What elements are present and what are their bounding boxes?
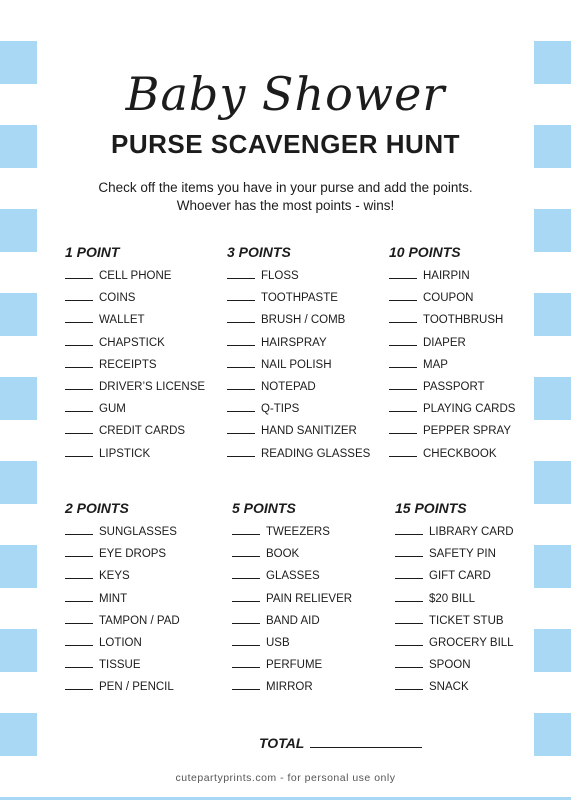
check-blank[interactable] <box>65 632 93 646</box>
section-3-points <box>227 239 387 465</box>
item-label: Q-TIPS <box>261 403 300 416</box>
list-item <box>232 543 392 565</box>
list-item <box>232 654 392 676</box>
item-label: PLAYING CARDS <box>423 403 516 416</box>
game-card <box>37 37 534 763</box>
item-label: GROCERY BILL <box>429 636 514 649</box>
script-title: Baby Shower <box>125 67 446 121</box>
list-item <box>232 610 392 632</box>
list-item <box>395 632 555 654</box>
check-blank[interactable] <box>395 588 423 602</box>
item-label: READING GLASSES <box>261 447 371 460</box>
check-blank[interactable] <box>65 521 93 535</box>
section-15-points <box>395 495 555 699</box>
item-label: GLASSES <box>266 570 320 583</box>
list-item <box>65 676 225 698</box>
item-label: HAIRSPRAY <box>261 336 327 349</box>
check-blank[interactable] <box>232 543 260 557</box>
list-item <box>65 610 225 632</box>
item-label: MAP <box>423 358 448 371</box>
list-item <box>227 443 387 465</box>
item-label: $20 BILL <box>429 592 476 605</box>
check-blank[interactable] <box>227 332 255 346</box>
section-heading: 5 POINTS <box>232 500 296 516</box>
item-label: CHAPSTICK <box>99 336 165 349</box>
item-label: TWEEZERS <box>266 526 330 538</box>
list-item <box>232 521 392 543</box>
list-item <box>389 443 549 465</box>
item-label: DRIVER’S LICENSE <box>99 380 206 393</box>
item-list <box>227 265 387 465</box>
list-item <box>232 632 392 654</box>
check-blank[interactable] <box>389 309 417 323</box>
section-heading: 2 POINTS <box>65 500 129 516</box>
item-label: TAMPON / PAD <box>99 614 180 627</box>
list-item <box>227 420 387 442</box>
check-blank[interactable] <box>227 287 255 301</box>
check-blank[interactable] <box>389 398 417 412</box>
list-item <box>65 632 225 654</box>
list-item <box>65 354 225 376</box>
item-label: MINT <box>99 592 128 605</box>
item-label: RECEIPTS <box>99 358 157 371</box>
check-blank[interactable] <box>232 676 260 690</box>
check-blank[interactable] <box>395 543 423 557</box>
item-label: TOOTHPASTE <box>261 292 338 305</box>
check-blank[interactable] <box>395 632 423 646</box>
check-blank[interactable] <box>65 588 93 602</box>
list-item <box>65 654 225 676</box>
list-item <box>65 265 225 287</box>
list-item <box>395 521 555 543</box>
item-label: COINS <box>99 292 136 305</box>
item-label: GIFT CARD <box>429 570 491 583</box>
section-heading: 15 POINTS <box>395 500 467 516</box>
list-item <box>65 521 225 543</box>
page-title: PURSE SCAVENGER HUNT <box>110 129 460 159</box>
check-blank[interactable] <box>389 265 417 279</box>
item-label: LIPSTICK <box>99 447 151 460</box>
list-item <box>65 376 225 398</box>
item-label: PASSPORT <box>423 380 485 393</box>
check-blank[interactable] <box>395 565 423 579</box>
check-blank[interactable] <box>395 521 423 535</box>
item-label: NOTEPAD <box>261 380 316 393</box>
list-item <box>389 265 549 287</box>
total-field[interactable] <box>259 733 422 751</box>
check-blank[interactable] <box>232 521 260 535</box>
check-blank[interactable] <box>395 676 423 690</box>
item-label: EYE DROPS <box>99 548 167 561</box>
check-blank[interactable] <box>232 654 260 668</box>
section-heading: 10 POINTS <box>389 244 461 260</box>
check-blank[interactable] <box>227 420 255 434</box>
check-blank[interactable] <box>65 654 93 668</box>
check-blank[interactable] <box>389 443 417 457</box>
item-label: GUM <box>99 403 126 416</box>
total-blank[interactable] <box>310 733 422 748</box>
list-item <box>227 265 387 287</box>
list-item <box>232 565 392 587</box>
list-item <box>65 287 225 309</box>
list-item <box>227 376 387 398</box>
item-label: LIBRARY CARD <box>429 526 514 538</box>
item-label: HAIRPIN <box>423 270 470 282</box>
list-item <box>395 610 555 632</box>
check-blank[interactable] <box>395 610 423 624</box>
check-blank[interactable] <box>65 676 93 690</box>
check-blank[interactable] <box>227 376 255 390</box>
instructions <box>37 179 534 215</box>
list-item <box>65 398 225 420</box>
check-blank[interactable] <box>65 265 93 279</box>
item-label: SPOON <box>429 659 471 672</box>
instructions-line-2: Whoever has the most points - wins! <box>176 198 395 213</box>
item-label: CELL PHONE <box>99 270 172 282</box>
instructions-line-1: Check off the items you have in your purse and add the points. <box>98 180 473 195</box>
list-item <box>227 398 387 420</box>
section-1-point <box>65 239 225 465</box>
list-item <box>389 332 549 354</box>
item-label: LOTION <box>99 636 142 649</box>
item-label: BOOK <box>266 548 300 561</box>
item-list <box>389 265 549 465</box>
list-item <box>227 332 387 354</box>
section-10-points <box>389 239 549 465</box>
list-item <box>65 543 225 565</box>
item-label: TOOTHBRUSH <box>423 314 504 327</box>
item-label: SAFETY PIN <box>429 548 496 561</box>
list-item <box>395 654 555 676</box>
check-blank[interactable] <box>227 309 255 323</box>
section-2-points <box>65 495 225 699</box>
check-blank[interactable] <box>65 332 93 346</box>
check-blank[interactable] <box>65 420 93 434</box>
list-item <box>65 309 225 331</box>
list-item <box>389 309 549 331</box>
check-blank[interactable] <box>65 610 93 624</box>
item-label: BAND AID <box>266 614 320 627</box>
list-item <box>395 676 555 698</box>
item-list <box>232 521 392 699</box>
list-item <box>389 287 549 309</box>
check-blank[interactable] <box>232 632 260 646</box>
check-blank[interactable] <box>389 354 417 368</box>
total-label: TOTAL <box>259 735 305 751</box>
check-blank[interactable] <box>227 354 255 368</box>
item-label: DIAPER <box>423 336 466 349</box>
item-label: NAIL POLISH <box>261 358 332 371</box>
item-label: COUPON <box>423 292 474 305</box>
section-5-points <box>232 495 392 699</box>
check-blank[interactable] <box>227 398 255 412</box>
item-label: USB <box>266 636 290 649</box>
item-list <box>65 265 225 465</box>
list-item <box>65 588 225 610</box>
item-label: CREDIT CARDS <box>99 425 186 438</box>
list-item <box>395 565 555 587</box>
check-blank[interactable] <box>65 309 93 323</box>
check-blank[interactable] <box>65 443 93 457</box>
list-item <box>389 354 549 376</box>
list-item <box>395 588 555 610</box>
item-list <box>65 521 225 699</box>
check-blank[interactable] <box>389 376 417 390</box>
check-blank[interactable] <box>389 332 417 346</box>
section-heading: 1 POINT <box>65 244 120 260</box>
check-blank[interactable] <box>389 287 417 301</box>
check-blank[interactable] <box>395 654 423 668</box>
check-blank[interactable] <box>65 287 93 301</box>
list-item <box>65 565 225 587</box>
list-item <box>65 332 225 354</box>
section-heading: 3 POINTS <box>227 244 291 260</box>
list-item <box>232 676 392 698</box>
check-blank[interactable] <box>232 610 260 624</box>
item-label: PEPPER SPRAY <box>423 425 511 438</box>
list-item <box>389 376 549 398</box>
check-blank[interactable] <box>65 376 93 390</box>
check-blank[interactable] <box>232 565 260 579</box>
check-blank[interactable] <box>65 398 93 412</box>
item-label: PERFUME <box>266 659 323 672</box>
list-item <box>232 588 392 610</box>
check-blank[interactable] <box>232 588 260 602</box>
item-label: PAIN RELIEVER <box>266 592 353 605</box>
check-blank[interactable] <box>65 565 93 579</box>
item-label: KEYS <box>99 570 130 583</box>
footer-credit: cutepartyprints.com - for personal use only <box>175 772 396 784</box>
check-blank[interactable] <box>227 265 255 279</box>
item-label: HAND SANITIZER <box>261 425 357 438</box>
item-label: WALLET <box>99 314 145 327</box>
list-item <box>227 309 387 331</box>
list-item <box>389 420 549 442</box>
item-label: CHECKBOOK <box>423 447 497 460</box>
item-label: BRUSH / COMB <box>261 314 346 327</box>
item-label: FLOSS <box>261 270 299 282</box>
list-item <box>395 543 555 565</box>
list-item <box>227 287 387 309</box>
item-label: TISSUE <box>99 659 141 672</box>
item-list <box>395 521 555 699</box>
check-blank[interactable] <box>227 443 255 457</box>
list-item <box>65 443 225 465</box>
item-label: SUNGLASSES <box>99 526 177 538</box>
list-item <box>389 398 549 420</box>
check-blank[interactable] <box>65 354 93 368</box>
check-blank[interactable] <box>65 543 93 557</box>
item-label: SNACK <box>429 681 469 694</box>
item-label: PEN / PENCIL <box>99 681 174 694</box>
item-label: MIRROR <box>266 681 313 694</box>
list-item <box>227 354 387 376</box>
check-blank[interactable] <box>389 420 417 434</box>
list-item <box>65 420 225 442</box>
item-label: TICKET STUB <box>429 614 504 627</box>
